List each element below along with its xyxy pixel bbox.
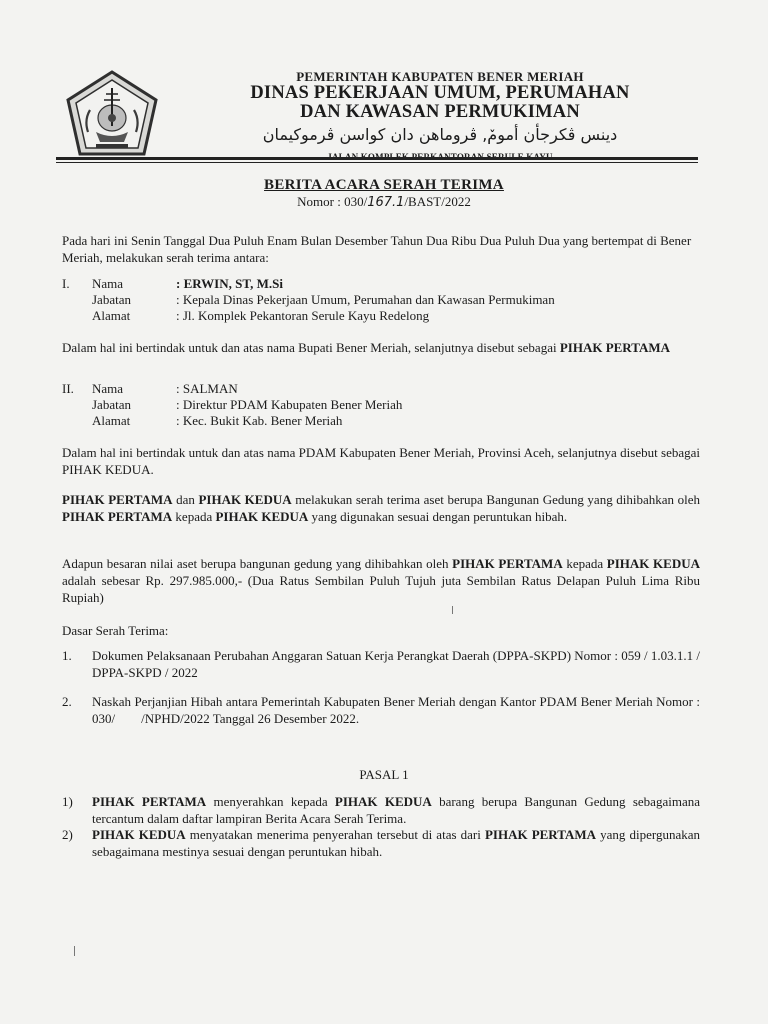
handwritten-number: 167.1 — [367, 195, 405, 210]
party1-name: : ERWIN, ST, M.Si — [176, 276, 283, 291]
basis-item-1-number: 1. — [62, 648, 72, 663]
pihak-pertama: PIHAK PERTAMA — [92, 794, 207, 809]
title-text: BERITA ACARA SERAH TERIMA — [264, 177, 504, 193]
text: dan — [176, 492, 195, 507]
basis-heading: Dasar Serah Terima: — [62, 623, 169, 638]
party2-number: II. — [62, 381, 74, 396]
party2-position: : Direktur PDAM Kabupaten Bener Meriah — [176, 397, 403, 412]
number-suffix: /BAST/2022 — [404, 194, 471, 209]
stray-mark — [452, 606, 453, 614]
text: kepada — [175, 509, 213, 524]
party2-address: : Kec. Bukit Kab. Bener Meriah — [176, 413, 343, 428]
party1-role: PIHAK PERTAMA — [559, 340, 670, 355]
asset-value-paragraph — [62, 555, 700, 606]
party2-statement: Dalam hal ini bertindak untuk dan atas nama PDAM Kabupaten Bener Meriah, Provinsi Aceh, selanjutnya disebut sebagai PIHAK KEDUA. — [62, 445, 700, 477]
pihak-kedua: PIHAK KEDUA — [215, 509, 309, 524]
text: adalah sebesar Rp. 297.985.000,- (Dua Ratus Sembilan Puluh Tujuh juta Sembilan Ratus Delapan Puluh Lima Ribu Rupiah) — [62, 573, 700, 605]
text: yang digunakan sesuai dengan peruntukan hibah. — [311, 509, 568, 524]
party1-number: I. — [62, 276, 70, 291]
letterhead-agency-line-1: DINAS PEKERJAAN UMUM, PERUMAHAN — [250, 83, 630, 103]
party2-name-row — [0, 381, 768, 397]
pihak-pertama: PIHAK PERTAMA — [452, 556, 563, 571]
letterhead-jawi-script: دينس ڤكرجأن أمومٚ, ڤروماهن دان كواسن ڤرموكيمان — [262, 125, 618, 144]
text: kepada — [566, 556, 604, 571]
party2-name: : SALMAN — [176, 381, 238, 396]
text: Adapun besaran nilai aset berupa bangunan gedung yang dihibahkan oleh — [62, 556, 449, 571]
party1-position: : Kepala Dinas Pekerjaan Umum, Perumahan dan Kawasan Permukiman — [176, 292, 555, 307]
text: melakukan serah terima aset berupa Bangunan Gedung yang dihibahkan oleh — [295, 492, 701, 507]
pihak-pertama: PIHAK PERTAMA — [62, 509, 173, 524]
article-1-item-2-number: 2) — [62, 827, 73, 842]
basis-item-2-number: 2. — [62, 694, 72, 709]
letterhead-rule-thin — [56, 162, 698, 163]
party1-statement — [62, 339, 700, 356]
number-prefix: Nomor : 030/ — [297, 194, 368, 209]
basis-item-2: Naskah Perjanjian Hibah antara Pemerintah Kabupaten Bener Meriah dengan Kantor PDAM Bener Meriah Nomor : 030/ /NPHD/2022 Tanggal 26 Desember 2022. — [92, 694, 704, 726]
text: menyatakan menerima penyerahan tersebut di atas dari — [189, 827, 481, 842]
field-label: Alamat — [92, 308, 131, 323]
letterhead-rule-thick — [56, 157, 698, 160]
field-label: Nama — [92, 276, 124, 291]
document-title — [0, 177, 768, 210]
article-1-item-1-number: 1) — [62, 794, 73, 809]
field-label: Jabatan — [92, 397, 131, 412]
party1-statement-text: Dalam hal ini bertindak untuk dan atas nama Bupati Bener Meriah, selanjutnya disebut sebagai — [62, 340, 557, 355]
pihak-kedua: PIHAK KEDUA — [334, 794, 432, 809]
field-label: Alamat — [92, 413, 131, 428]
party2-address-row — [0, 413, 768, 429]
document-number — [0, 194, 768, 210]
basis-item-1: Dokumen Pelaksanaan Perubahan Anggaran Satuan Kerja Perangkat Daerah (DPPA-SKPD) Nomor : 059 / 1.03.1.1 / DPPA-SKPD / 2022 — [92, 648, 700, 680]
pihak-kedua: PIHAK KEDUA — [606, 556, 700, 571]
party1-name-row — [0, 276, 768, 292]
article-1-item-2 — [92, 826, 700, 860]
pihak-pertama: PIHAK PERTAMA — [484, 827, 596, 842]
article-1-heading: PASAL 1 — [359, 767, 409, 782]
text: yang dipergunakan sebagaimana mestinya sesuai dengan peruntukan hibah. — [92, 827, 701, 859]
letterhead-government: PEMERINTAH KABUPATEN BENER MERIAH — [296, 69, 584, 84]
field-label: Jabatan — [92, 292, 131, 307]
opening-paragraph: Pada hari ini Senin Tanggal Dua Puluh Enam Bulan Desember Tahun Dua Ribu Dua Puluh Dua yang bertempat di Bener Meriah, melakukan serah terima antara: — [62, 233, 692, 265]
field-label: Nama — [92, 381, 124, 396]
party1-address-row — [0, 308, 768, 324]
party2-position-row — [0, 397, 768, 413]
scan-mark — [74, 946, 75, 956]
text: barang berupa Bangunan Gedung sebagaimana tercantum dalam daftar lampiran Berita Acara Serah Terima. — [92, 794, 700, 826]
handover-paragraph — [62, 491, 700, 525]
party1-position-row — [0, 292, 768, 308]
party1-address: : Jl. Komplek Pekantoran Serule Kayu Redelong — [176, 308, 430, 323]
text: menyerahkan kepada — [213, 794, 328, 809]
pihak-kedua: PIHAK KEDUA — [198, 492, 292, 507]
pihak-pertama: PIHAK PERTAMA — [62, 492, 173, 507]
article-1-item-1 — [92, 793, 700, 827]
letterhead-agency-line-2: DAN KAWASAN PERMUKIMAN — [300, 102, 580, 122]
regency-emblem-logo — [66, 70, 158, 156]
letterhead — [190, 70, 690, 163]
pihak-kedua: PIHAK KEDUA — [92, 827, 186, 842]
